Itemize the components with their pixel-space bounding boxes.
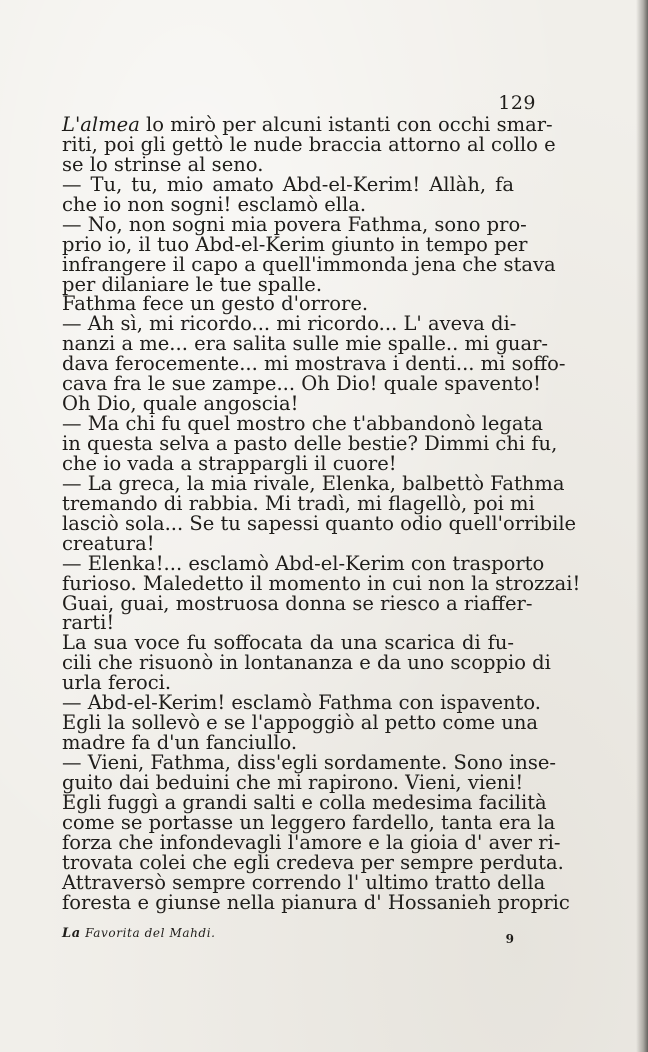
text-segment: Egli la sollevò e se l'appoggiò al petto come una (62, 711, 539, 735)
text-segment: — Abd-el-Kerim! esclamò Fathma con ispavento. (62, 691, 541, 715)
text-line (62, 591, 533, 615)
text-line (62, 232, 528, 256)
text-line (62, 810, 556, 834)
text-segment: dava ferocemente... mi mostrava i denti... mi soffo- (62, 352, 566, 376)
text-line (62, 571, 581, 595)
signature-prefix: La (62, 926, 81, 941)
text-segment: creatura! (62, 531, 155, 555)
text-line (62, 633, 514, 653)
text-line (62, 212, 527, 236)
text-segment: foresta e giunse nella pianura d' Hossanieh propric (62, 890, 570, 914)
text-line (62, 332, 549, 356)
text-line (62, 491, 535, 515)
text-line (62, 770, 524, 794)
text-segment: Egli fuggì a grandi salti e colla medesima facilità (62, 790, 547, 814)
text-line (62, 870, 546, 894)
text-line (62, 751, 557, 774)
text-segment: trovata colei che egli credeva per sempre perduta. (62, 850, 564, 874)
text-segment: infrangere il capo a quell'immonda jena che stava (62, 252, 556, 276)
text-line (62, 613, 514, 633)
text-segment: riti, poi gli gettò le nude braccia attorno al collo e (62, 132, 556, 156)
text-segment: se lo strinse al seno. (62, 152, 264, 176)
text-segment: che io non sogni! esclamò ella. (62, 192, 367, 216)
text-line (62, 471, 565, 495)
text-segment: lasciò sola... Se tu sapessi quanto odio quell'orribile (62, 511, 577, 535)
page-binding-shadow (636, 0, 648, 1052)
text-segment: Fathma fece un gesto d'orrore. (62, 292, 369, 316)
text-segment: tremando di rabbia. Mi tradì, mi flagellò, poi mi (62, 491, 535, 515)
italic-word: L'almea (62, 113, 140, 136)
text-line (62, 830, 561, 854)
text-line (62, 152, 514, 176)
text-segment: — Elenka!... esclamò Abd-el-Kerim con trasporto (62, 551, 545, 575)
text-segment: rarti! (62, 611, 115, 635)
text-segment: guito dai beduini che mi rapirono. Vieni, vieni! (62, 770, 524, 794)
text-line (62, 651, 551, 675)
text-line (62, 394, 514, 414)
text-line (62, 511, 577, 535)
text-segment: cili che risuonò in lontananza e da uno scoppio di (62, 651, 551, 675)
text-line (62, 252, 556, 276)
text-segment: per dilaniare le tue spalle. (62, 272, 323, 296)
text-segment: Oh Dio, quale angoscia! (62, 392, 299, 416)
text-line (62, 790, 547, 814)
text-segment: — Ah sì, mi ricordo... mi ricordo... L' aveva di- (62, 312, 517, 336)
text-segment: che io vada a strappargli il cuore! (62, 451, 397, 475)
text-line (62, 733, 514, 753)
page-footer (62, 926, 514, 946)
text-line (62, 691, 541, 715)
text-line (62, 412, 543, 436)
text-segment: — Vieni, Fathma, diss'egli sordamente. Sono inse- (62, 751, 557, 774)
text-segment: urla feroci. (62, 671, 172, 695)
text-line (62, 890, 570, 914)
text-line (62, 372, 541, 396)
body-text (62, 113, 581, 914)
text-segment: lo mirò per alcuni istanti con occhi smar- (139, 113, 553, 136)
text-segment: Guai, guai, mostruosa donna se riesco a riaffer- (62, 591, 533, 615)
text-line (62, 551, 545, 575)
text-line (62, 850, 564, 874)
text-line (62, 451, 514, 475)
text-line (62, 432, 558, 455)
sheet-signature-mark: 9 (505, 932, 514, 946)
text-segment: La sua voce fu soffocata da una scarica di fu- (62, 631, 514, 655)
text-segment: in questa selva a pasto delle bestie? Dimmi chi fu, (62, 432, 558, 455)
text-line (62, 711, 539, 735)
text-segment: Attraversò sempre correndo l' ultimo tratto della (62, 870, 546, 894)
text-segment: come se portasse un leggero fardello, tanta era la (62, 810, 556, 834)
text-line (62, 531, 514, 555)
text-segment: prio io, il tuo Abd-el-Kerim giunto in tempo per (62, 232, 528, 256)
text-segment: — Ma chi fu quel mostro che t'abbandonò legata (62, 412, 543, 436)
text-line (62, 294, 514, 314)
text-segment: madre fa d'un fanciullo. (62, 731, 298, 755)
text-segment: cava fra le sue zampe... Oh Dio! quale spavento! (62, 372, 541, 396)
text-segment: forza che infondevagli l'amore e la gioia d' aver ri- (62, 830, 561, 854)
text-line (62, 673, 514, 693)
text-segment: nanzi a me... era salita sulle mie spalle.. mi guar- (62, 332, 549, 356)
text-segment: — La greca, la mia rivale, Elenka, balbettò Fathma (62, 471, 565, 495)
text-line (62, 272, 514, 296)
text-segment: furioso. Maledetto il momento in cui non la strozzai! (62, 571, 581, 595)
text-line (62, 312, 517, 336)
text-line (62, 172, 514, 196)
printer-signature (62, 926, 216, 941)
text-line (62, 352, 566, 376)
signature-title: Favorita del Mahdi. (80, 926, 216, 940)
text-segment: — No, non sogni mia povera Fathma, sono pro- (62, 212, 527, 236)
text-line (62, 113, 553, 136)
page-number: 129 (498, 92, 536, 114)
text-segment: — Tu, tu, mio amato Abd-el-Kerim! Allàh, fa (62, 172, 514, 196)
text-line (62, 192, 514, 216)
text-line (62, 132, 556, 156)
